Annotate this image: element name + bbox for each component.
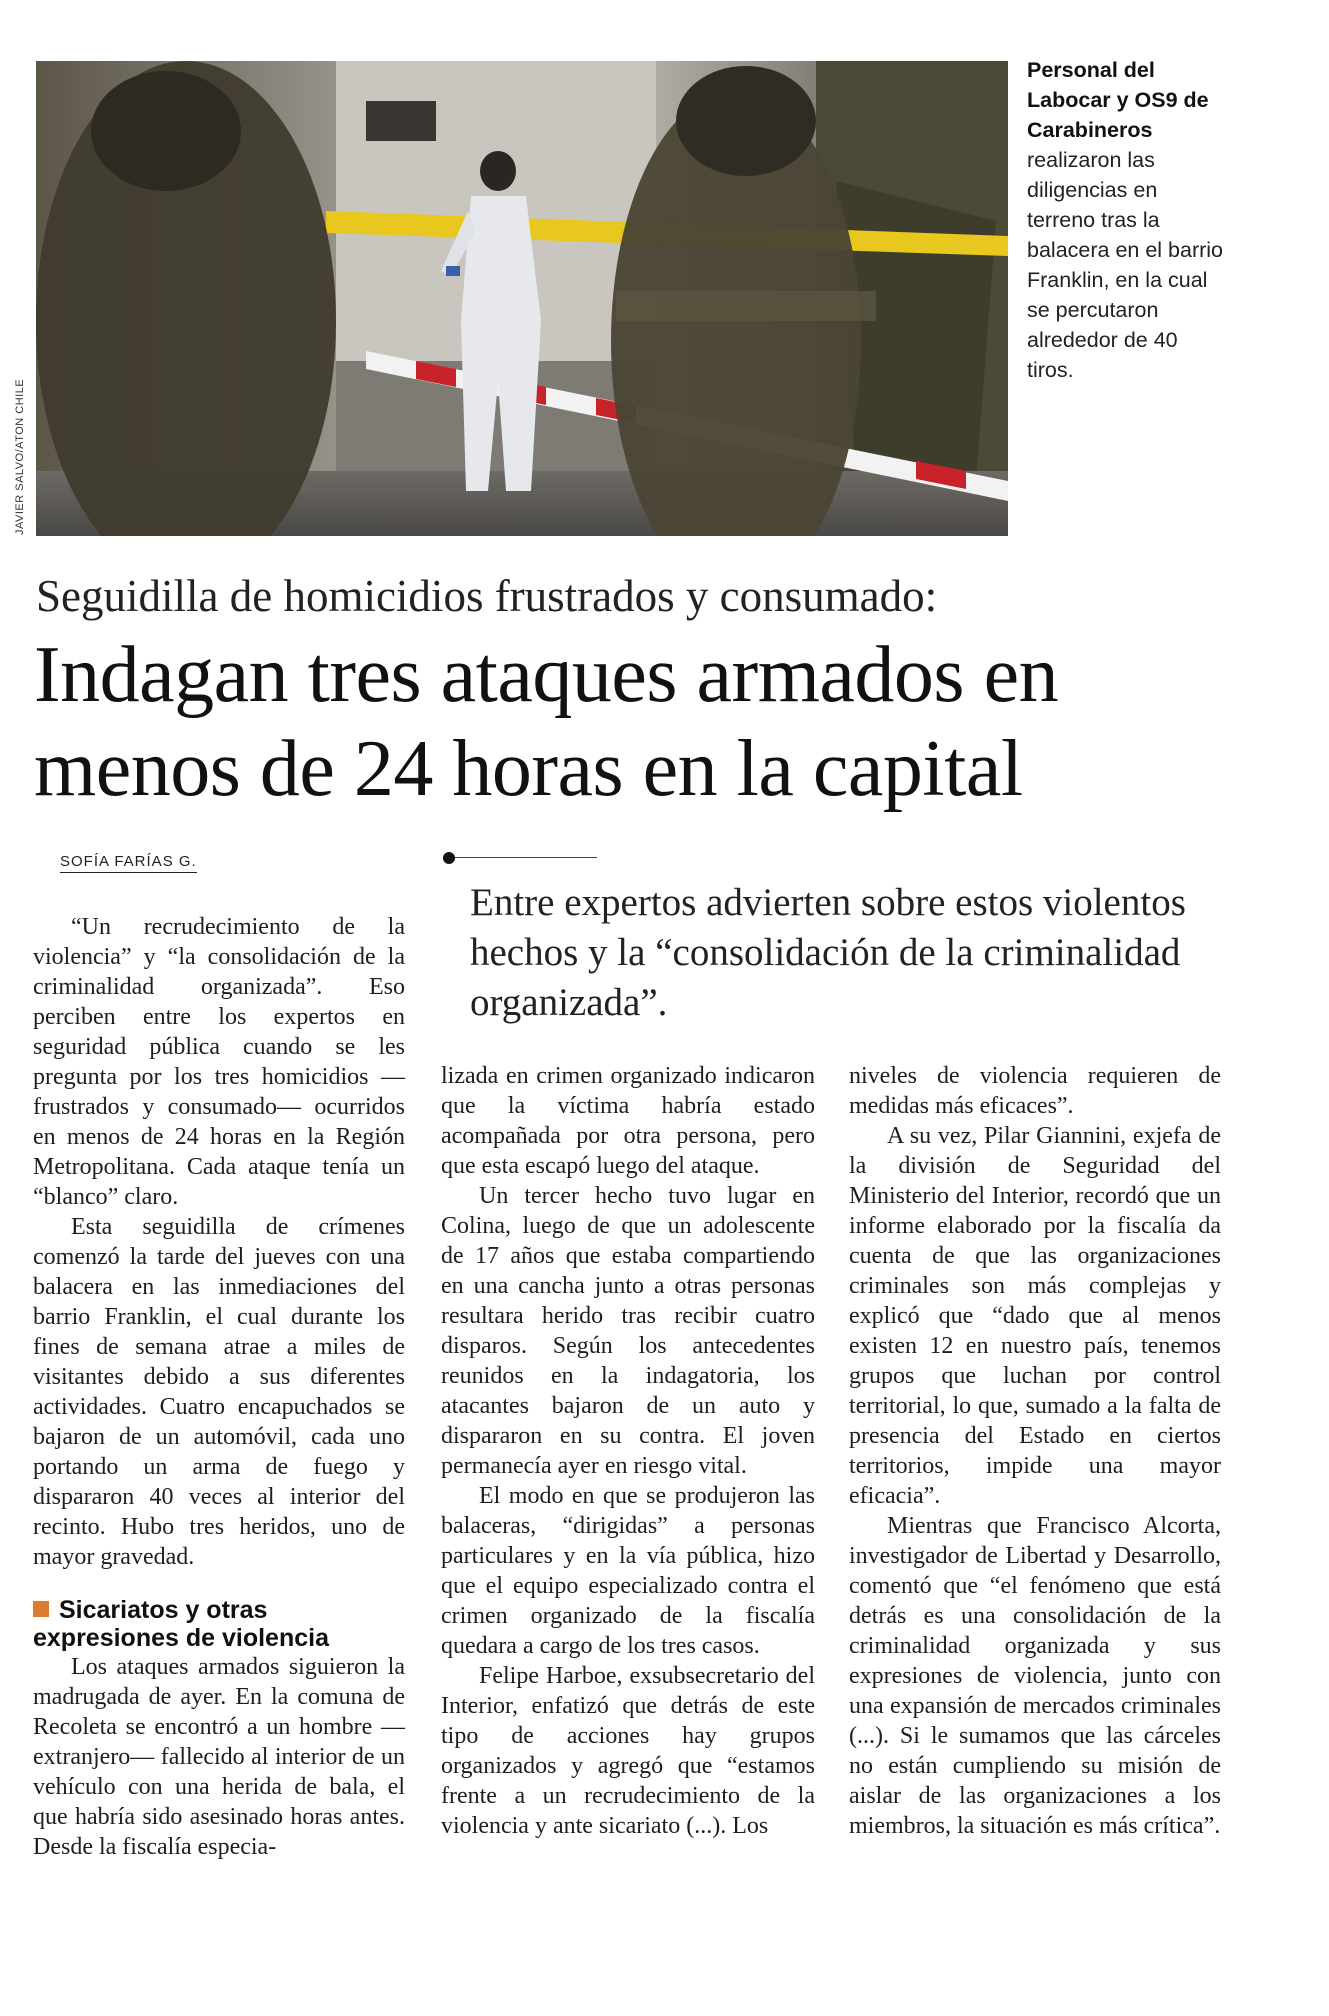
article-kicker: Seguidilla de homicidios frustrados y consumado: xyxy=(36,571,938,621)
paragraph: Mientras que Francisco Alcorta, investigador de Libertad y Desarrollo, comentó que “el fenómeno que está detrás es una consolidación de la criminalidad organizada y sus expresiones de violencia, junto con una expansión de mercados criminales (...). Si le sumamos que las cárceles no están cumpliendo su misión de aislar de las organizaciones a los miembros, la situación es más crítica”. xyxy=(849,1513,1221,1839)
crime-scene-image xyxy=(36,61,1008,536)
bullet-dot xyxy=(443,852,455,864)
article-byline: SOFÍA FARÍAS G. xyxy=(60,853,197,873)
paragraph: Felipe Harboe, exsubsecretario del Interior, enfatizó que detrás de este tipo de acciones hay grupos organizados y agregó que “estamos frente a un recrudecimiento de la violencia y ante sicariato (...). Los xyxy=(441,1663,815,1839)
paragraph: “Un recrudecimiento de la violencia” y “la consolidación de la criminalidad organizada”. Eso perciben entre los expertos en seguridad pública cuando se les pregunta por los tres homicidios —frustrados y consumado— ocurridos en menos de 24 horas en la Región Metropolitana. Cada ataque tenía un “blanco” claro. xyxy=(33,914,405,1210)
photo-caption xyxy=(1027,55,1227,385)
photo-credit: JAVIER SALVO/ATON CHILE xyxy=(14,378,26,535)
paragraph: niveles de violencia requieren de medidas más eficaces”. xyxy=(849,1063,1221,1119)
column-2 xyxy=(441,1061,815,1841)
paragraph: Los ataques armados siguieron la madrugada de ayer. En la comuna de Recoleta se encontró a un hombre —extranjero— fallecido al interior de un vehículo con una herida de bala, el que habría sido asesinado horas antes. Desde la fiscalía especia- xyxy=(33,1654,405,1860)
paragraph: Un tercer hecho tuvo lugar en Colina, luego de que un adolescente de 17 años que estaba compartiendo en una cancha junto a otras personas resultara herido tras recibir cuatro disparos. Según los antecedentes reunidos en la indagatoria, los atacantes bajaron de un auto y dispararon en su contra. El joven permanecía ayer en riesgo vital. xyxy=(441,1183,815,1479)
pullquote-rule xyxy=(455,857,597,858)
news-photo xyxy=(36,61,1008,536)
column-1 xyxy=(33,912,405,1862)
paragraph: El modo en que se produjeron las balaceras, “dirigidas” a personas particulares y en la vía pública, hizo que el equipo especializado contra el crimen organizado de la fiscalía quedara a cargo de los tres casos. xyxy=(441,1483,815,1659)
column-3 xyxy=(849,1061,1221,1841)
article-pullquote: Entre expertos advierten sobre estos violentos hechos y la “consolidación de la criminalidad organizada”. xyxy=(470,881,1186,1024)
paragraph: A su vez, Pilar Giannini, exjefa de la división de Seguridad del Ministerio del Interior, recordó que un informe elaborado por la fiscalía da cuenta de que las organizaciones criminales son más complejas y explicó que “dado que al menos existen 12 en nuestro país, tenemos grupos que luchan por control territorial, lo que, sumado a la falta de presencia del Estado en ciertos territorios, impide una mayor eficacia”. xyxy=(849,1123,1221,1509)
article-subhead xyxy=(33,1596,405,1652)
orange-square-icon xyxy=(33,1601,49,1617)
subhead-text: Sicariatos y otras expresiones de violencia xyxy=(33,1596,329,1652)
caption-bold: Personal del Labocar y OS9 de Carabineros xyxy=(1027,58,1209,142)
caption-text: realizaron las diligencias en terreno tras la balacera en el barrio Franklin, en la cual se percutaron alrededor de 40 tiros. xyxy=(1027,148,1224,382)
paragraph: Esta seguidilla de crímenes comenzó la tarde del jueves con una balacera en las inmediaciones del barrio Franklin, el cual durante los fines de semana atrae a miles de visitantes debido a sus diferentes actividades. Cuatro encapuchados se bajaron de un automóvil, cada uno portando un arma de fuego y dispararon 40 veces al interior del recinto. Hubo tres heridos, uno de mayor gravedad. xyxy=(33,1214,405,1570)
article-headline: Indagan tres ataques armados en menos de 24 horas en la capital xyxy=(34,631,1059,813)
paragraph: lizada en crimen organizado indicaron que la víctima habría estado acompañada por otra persona, pero que esta escapó luego del ataque. xyxy=(441,1063,815,1179)
